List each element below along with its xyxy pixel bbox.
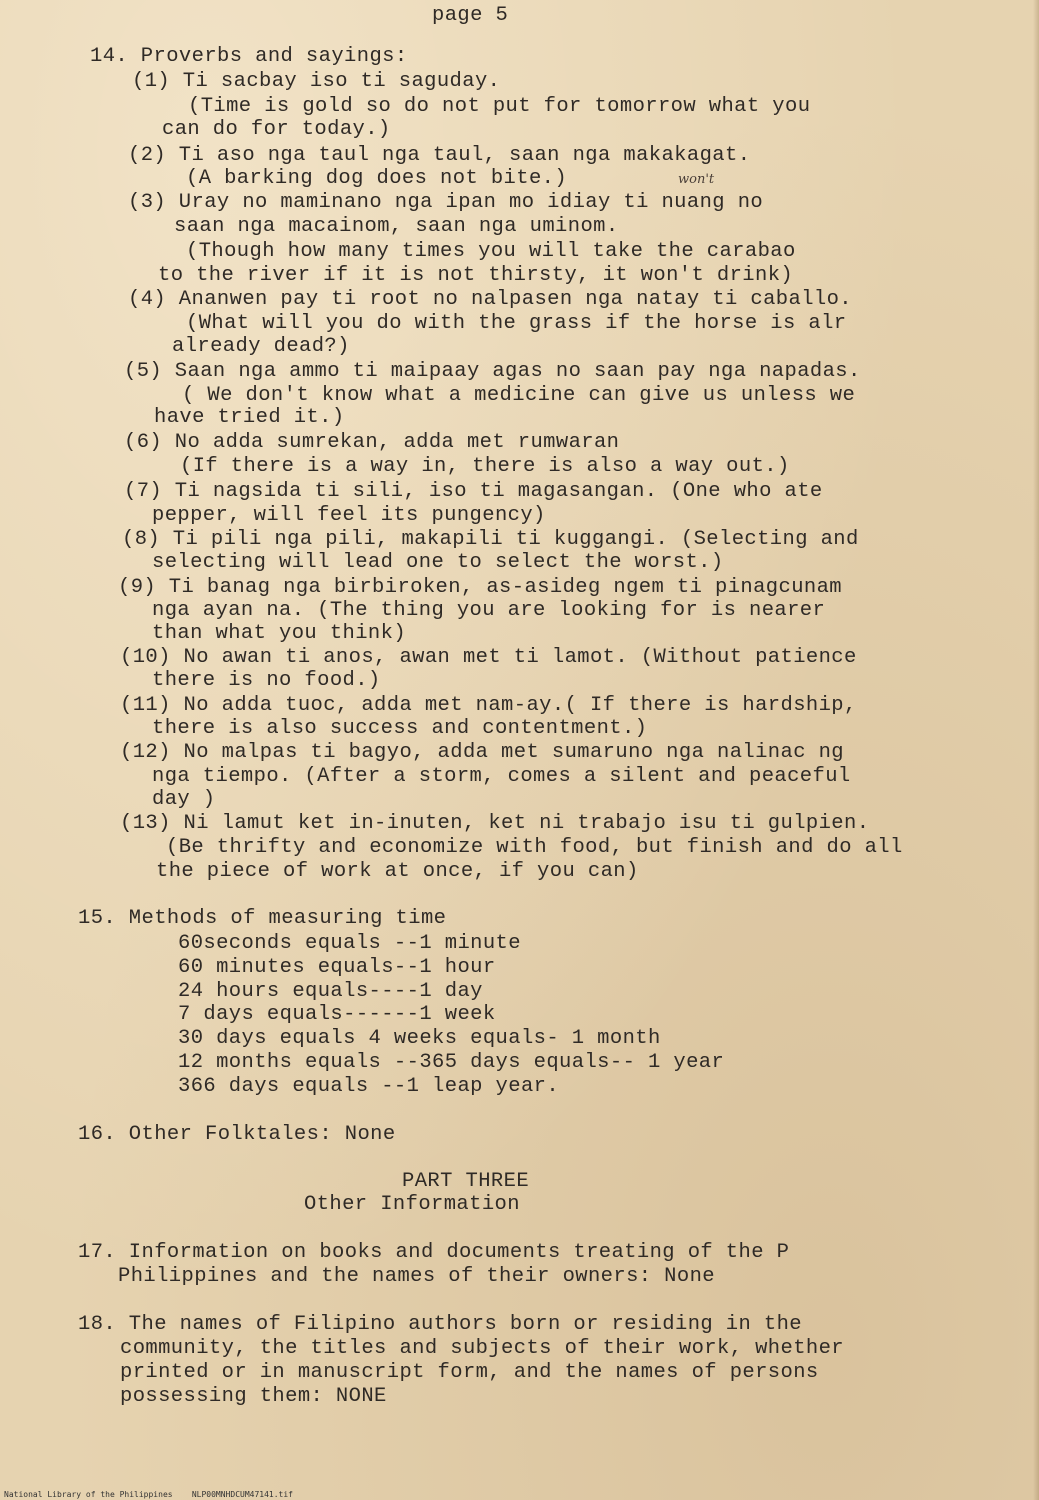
section-17-line: 17. Information on books and documents treating of the P xyxy=(78,1241,790,1264)
proverb-line: have tried it.) xyxy=(154,406,345,429)
proverb-line: day ) xyxy=(152,788,216,811)
proverb-line: (5) Saan nga ammo ti maipaay agas no saan pay nga napadas. xyxy=(124,360,861,383)
proverb-line: (10) No awan ti anos, awan met ti lamot. (Without patience xyxy=(120,646,857,669)
part-three-title: PART THREE xyxy=(402,1170,530,1193)
time-measure-line: 366 days equals --1 leap year. xyxy=(178,1075,560,1098)
proverb-line: (2) Ti aso nga taul nga taul, saan nga makakagat. xyxy=(128,144,751,167)
proverb-line: nga tiempo. (After a storm, comes a silent and peaceful xyxy=(152,765,851,788)
scan-footer: National Library of the Philippines NLP00MNHDCUM47141.tif xyxy=(4,1490,293,1499)
proverb-line: to the river if it is not thirsty, it won't drink) xyxy=(158,264,794,287)
page-edge-shadow xyxy=(1033,0,1039,1500)
proverb-line: pepper, will feel its pungency) xyxy=(152,504,546,527)
handwritten-annotation: won't xyxy=(678,172,715,187)
proverb-line: (1) Ti sacbay iso ti saguday. xyxy=(132,70,501,93)
proverb-line: (A barking dog does not bite.) xyxy=(186,167,568,190)
page-header: page 5 xyxy=(432,4,509,27)
section-17-line: Philippines and the names of their owners: None xyxy=(118,1265,715,1288)
proverb-line: (7) Ti nagsida ti sili, iso ti magasangan. (One who ate xyxy=(124,480,823,503)
proverb-line: (Be thrifty and economize with food, but finish and do all xyxy=(166,836,903,859)
proverb-line: (What will you do with the grass if the horse is alr xyxy=(186,312,847,335)
section-16: 16. Other Folktales: None xyxy=(78,1123,396,1146)
proverb-line: there is no food.) xyxy=(152,669,381,692)
section-14-title: 14. Proverbs and sayings: xyxy=(90,45,408,68)
proverb-line: (Though how many times you will take the carabao xyxy=(186,240,796,263)
section-18-line: possessing them: NONE xyxy=(120,1385,387,1408)
proverb-line: (4) Ananwen pay ti root no nalpasen nga natay ti caballo. xyxy=(128,288,853,311)
proverb-line: selecting will lead one to select the worst.) xyxy=(152,551,724,574)
proverb-line: (9) Ti banag nga birbiroken, as-asideg ngem ti pinagcunam xyxy=(118,576,843,599)
time-measure-line: 60 minutes equals--1 hour xyxy=(178,956,496,979)
proverb-line: already dead?) xyxy=(172,335,350,358)
time-measure-line: 24 hours equals----1 day xyxy=(178,980,483,1003)
proverb-line: ( We don't know what a medicine can give us unless we xyxy=(182,384,856,407)
proverb-line: (12) No malpas ti bagyo, adda met sumaruno nga nalinac ng xyxy=(120,741,845,764)
time-measure-line: 7 days equals------1 week xyxy=(178,1003,496,1026)
proverb-line: the piece of work at once, if you can) xyxy=(156,860,639,883)
section-15-title: 15. Methods of measuring time xyxy=(78,907,447,930)
section-18-line: 18. The names of Filipino authors born or residing in the xyxy=(78,1313,803,1336)
proverb-line: (If there is a way in, there is also a way out.) xyxy=(180,455,790,478)
proverb-line: (6) No adda sumrekan, adda met rumwaran xyxy=(124,431,620,454)
proverb-line: nga ayan na. (The thing you are looking for is nearer xyxy=(152,599,826,622)
proverb-line: (Time is gold so do not put for tomorrow what you xyxy=(188,95,811,118)
proverb-line: (3) Uray no maminano nga ipan mo idiay ti nuang no xyxy=(128,191,764,214)
part-three-subtitle: Other Information xyxy=(304,1193,520,1216)
time-measure-line: 60seconds equals --1 minute xyxy=(178,932,521,955)
time-measure-line: 12 months equals --365 days equals-- 1 year xyxy=(178,1051,725,1074)
proverb-line: saan nga macainom, saan nga uminom. xyxy=(174,215,619,238)
section-18-line: community, the titles and subjects of their work, whether xyxy=(120,1337,845,1360)
proverb-line: (11) No adda tuoc, adda met nam-ay.( If there is hardship, xyxy=(120,694,857,717)
proverb-line: (13) Ni lamut ket in-inuten, ket ni trabajo isu ti gulpien. xyxy=(120,812,870,835)
time-measure-line: 30 days equals 4 weeks equals- 1 month xyxy=(178,1027,661,1050)
proverb-line: can do for today.) xyxy=(162,118,391,141)
proverb-line: (8) Ti pili nga pili, makapili ti kuggangi. (Selecting and xyxy=(122,528,859,551)
proverb-line: than what you think) xyxy=(152,622,407,645)
section-18-line: printed or in manuscript form, and the names of persons xyxy=(120,1361,819,1384)
proverb-line: there is also success and contentment.) xyxy=(152,717,648,740)
